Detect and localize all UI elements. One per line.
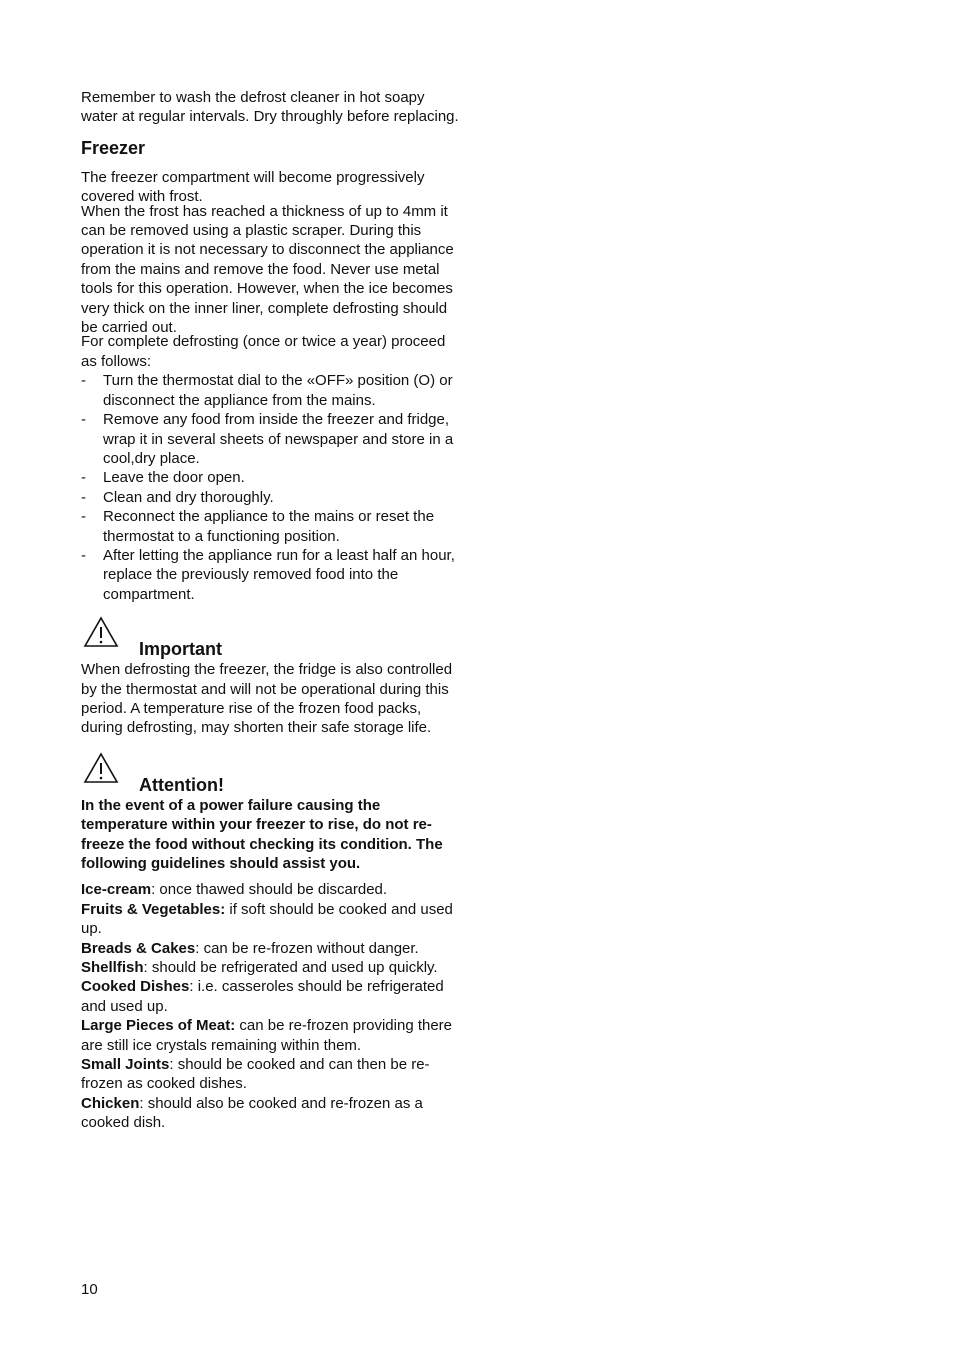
- step-text: Reconnect the appliance to the mains or reset the thermostat to a functioning position.: [103, 508, 435, 545]
- list-item: [81, 880, 461, 899]
- page-number: 10: [81, 1281, 98, 1298]
- food-sep: :: [195, 939, 204, 957]
- list-item: [81, 371, 461, 410]
- warning-triangle-icon: [83, 616, 119, 648]
- important-body: When defrosting the freezer, the fridge is also controlled by the thermostat and will not be operational during this period. A temperature rise of the frozen food packs, during defrosting, may shorten their safe storage life.: [81, 661, 453, 737]
- food-guidelines-list: [81, 880, 461, 1132]
- food-term: Breads & Cakes: [81, 939, 196, 957]
- list-item: [81, 468, 461, 487]
- list-item: [81, 546, 461, 604]
- intro-paragraph: Remember to wash the defrost cleaner in hot soapy water at regular intervals. Dry throughly before replacing.: [81, 89, 459, 126]
- food-term: Fruits & Vegetables:: [81, 900, 226, 918]
- food-text: can be re-frozen without danger.: [203, 939, 419, 957]
- food-sep: :: [189, 978, 198, 996]
- list-item: [81, 488, 461, 507]
- food-sep: :: [169, 1056, 178, 1074]
- food-text: can be re-frozen providing there are still ice crystals remaining within them.: [81, 1017, 453, 1054]
- food-sep: :: [151, 881, 160, 899]
- food-text: if soft should be cooked and used up.: [81, 900, 453, 938]
- step-text: After letting the appliance run for a least half an hour, replace the previously removed food into the compartment.: [103, 546, 455, 603]
- list-bullet: -: [81, 508, 86, 526]
- freezer-para-2: When the frost has reached a thickness of up to 4mm it can be removed using a plastic scraper. During this operation it is not necessary to disconnect the appliance from the mains and remove the food. Never use metal tools for this operation. However, when the ice becomes very thick on the inner liner, complete defrosting should be carried out.: [81, 202, 454, 337]
- food-term: Chicken: [81, 1094, 140, 1112]
- step-text: Clean and dry thoroughly.: [103, 488, 274, 506]
- main-column: [81, 88, 461, 1133]
- list-item: [81, 939, 461, 958]
- freezer-heading: Freezer: [81, 137, 146, 158]
- food-text: should be refrigerated and used up quickly.: [151, 959, 438, 977]
- food-text: should also be cooked and re-frozen as a cooked dish.: [81, 1094, 423, 1132]
- list-bullet: -: [81, 469, 86, 487]
- attention-header: [81, 752, 461, 794]
- defrost-steps-list: [81, 371, 461, 604]
- list-item: [81, 900, 461, 939]
- warning-triangle-icon: [83, 752, 119, 784]
- food-sep: :: [139, 1094, 148, 1112]
- list-bullet: -: [81, 372, 86, 390]
- food-text: once thawed should be discarded.: [159, 881, 388, 899]
- list-item: [81, 410, 461, 468]
- food-term: Cooked Dishes: [81, 978, 190, 996]
- list-item: [81, 977, 461, 1016]
- list-item: [81, 507, 461, 546]
- list-item: [81, 1016, 461, 1055]
- list-item: [81, 958, 461, 977]
- food-term: Large Pieces of Meat:: [81, 1017, 236, 1035]
- list-bullet: -: [81, 488, 86, 506]
- list-item: [81, 1055, 461, 1094]
- list-item: [81, 1094, 461, 1133]
- food-text: should be cooked and can then be re-frozen as cooked dishes.: [81, 1056, 430, 1093]
- food-term: Small Joints: [81, 1056, 170, 1074]
- food-term: Ice-cream: [81, 881, 152, 899]
- food-term: Shellfish: [81, 959, 144, 977]
- list-bullet: -: [81, 411, 86, 429]
- important-heading: Important: [139, 639, 222, 660]
- freezer-para-1: The freezer compartment will become progressively covered with frost.: [81, 168, 425, 206]
- step-text: Turn the thermostat dial to the «OFF» position (O) or disconnect the appliance from the mains.: [103, 372, 453, 409]
- food-text: i.e. casseroles should be refrigerated and used up.: [81, 978, 444, 1015]
- important-header: [81, 616, 461, 658]
- list-bullet: -: [81, 546, 86, 564]
- food-sep: :: [143, 959, 152, 977]
- step-text: Remove any food from inside the freezer and fridge, wrap it in several sheets of newspaper and store in a cool,dry place.: [103, 411, 454, 467]
- attention-bold-text: In the event of a power failure causing the temperature within your freezer to rise, do not re-freeze the food without checking its condition. The following guidelines should assist you.: [81, 796, 443, 872]
- attention-heading: Attention!: [139, 774, 224, 795]
- freezer-para-3: For complete defrosting (once or twice a year) proceed as follows:: [81, 333, 446, 370]
- step-text: Leave the door open.: [103, 469, 245, 487]
